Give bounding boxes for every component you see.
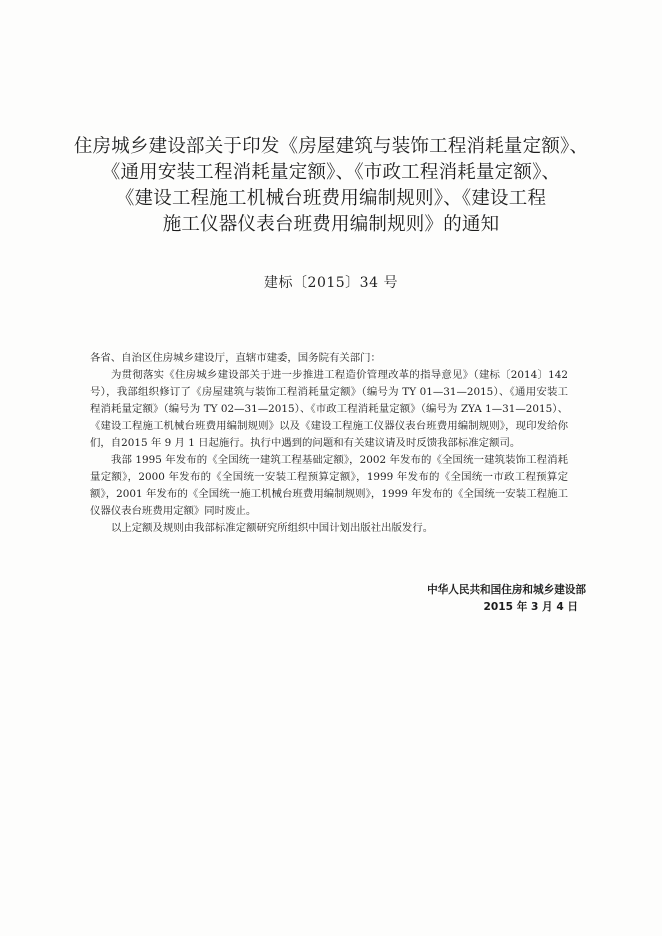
body-paragraph-3: 以上定额及规则由我部标准定额研究所组织中国计划出版社出版发行。 <box>111 522 434 534</box>
salutation: 各省、自治区住房城乡建设厅，直辖市建委，国务院有关部门： <box>90 352 381 364</box>
title-line-3: 《建设工程施工机械台班费用编制规则》、《建设工程 <box>115 188 547 209</box>
signature-block <box>427 582 586 616</box>
body-paragraph-1: 为贯彻落实《住房城乡建设部关于进一步推进工程造价管理改革的指导意见》（建标〔2014〕142号），我部组织修订了《房屋建筑与装饰工程消耗量定额》（编号为 TY 01—31—2015）、《通用安装工程消耗量定额》（编号为 TY 02—31—2015）、《市政工程消耗量定额》（编号为 ZYA 1—31—2015）、《建设工程施工机械台班费用编制规则》以及《建设工程施工仪器仪表台班费用编制规则》，现印发给你们，自2015 年 9 月 1 日起施行。执行中遇到的问题和有关建议请及时反馈我部标准定额司。 <box>90 369 568 449</box>
notice-body <box>90 350 568 537</box>
body-paragraph-2: 我部 1995 年发布的《全国统一建筑工程基础定额》，2002 年发布的《全国统一建筑装饰工程消耗量定额》，2000 年发布的《全国统一安装工程预算定额》，1999 年发布的《全国统一市政工程预算定额》，2001 年发布的《全国统一施工机械台班费用编制规则》，1999 年发布的《全国统一安装工程施工仪器仪表台班费用定额》同时废止。 <box>90 454 568 517</box>
document-number: 建标〔2015〕34 号 <box>264 275 398 291</box>
title-line-2: 《通用安装工程消耗量定额》、《市政工程消耗量定额》、 <box>101 162 561 183</box>
issuer-name: 中华人民共和国住房和城乡建设部 <box>427 584 586 596</box>
issue-date: 2015 年 3 月 4 日 <box>483 601 578 613</box>
title-line-4: 施工仪器仪表台班费用编制规则》的通知 <box>162 214 500 235</box>
title-line-1: 住房城乡建设部关于印发《房屋建筑与装饰工程消耗量定额》、 <box>73 136 589 157</box>
notice-title <box>60 134 602 238</box>
